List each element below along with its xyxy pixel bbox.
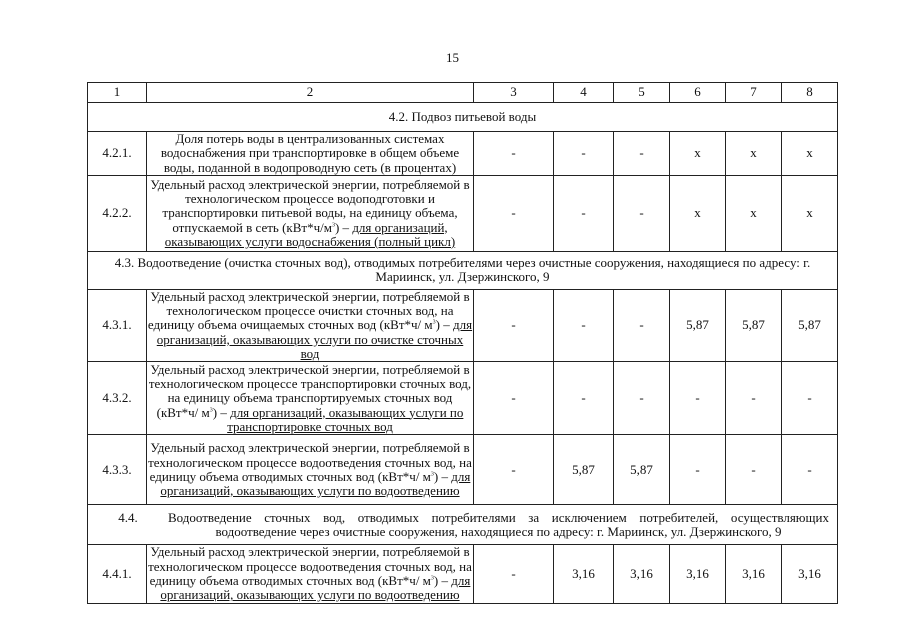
- header-cell: 5: [614, 83, 670, 103]
- value-cell: x: [726, 175, 782, 251]
- value-cell: 5,87: [670, 289, 726, 361]
- value-cell: -: [614, 362, 670, 435]
- row-number: 4.3.3.: [88, 435, 147, 505]
- row-number: 4.2.2.: [88, 175, 147, 251]
- value-cell: -: [670, 435, 726, 505]
- value-cell: -: [614, 132, 670, 176]
- indicators-table: [87, 82, 838, 604]
- row-description: Удельный расход электрической энергии, потребляемой в технологическом процессе водоподготовки и транспортировки питьевой воды, на единицу объема, отпускаемой в сеть $(кВт*ч/м^3)$ – для организаций, оказывающих услуги водоснабжения (полный цикл): [147, 175, 474, 251]
- row-number: 4.3.2.: [88, 362, 147, 435]
- value-cell: -: [726, 362, 782, 435]
- value-cell: -: [474, 175, 554, 251]
- section-heading-row: [88, 103, 838, 132]
- value-cell: 5,87: [554, 435, 614, 505]
- value-cell: x: [782, 175, 838, 251]
- header-cell: 2: [147, 83, 474, 103]
- header-cell: 1: [88, 83, 147, 103]
- table-row: [88, 362, 838, 435]
- value-cell: -: [614, 175, 670, 251]
- value-cell: x: [670, 175, 726, 251]
- section-heading-row: [88, 251, 838, 289]
- value-cell: -: [474, 289, 554, 361]
- section-4-4-title: [88, 505, 838, 545]
- page-number: 15: [446, 50, 459, 65]
- section-4-2-title: 4.2. Подвоз питьевой воды: [88, 103, 838, 132]
- table-row: [88, 435, 838, 505]
- value-cell: -: [670, 362, 726, 435]
- value-cell: -: [726, 435, 782, 505]
- header-row: [88, 83, 838, 103]
- row-description: Удельный расход электрической энергии, потребляемой в технологическом процессе очистки сточных вод, на единицу объема очищаемых сточных вод (кВт*ч/ $м^3$) – для организаций, оказывающих услуги по очистке сточных вод: [147, 288, 473, 362]
- header-cell: 7: [726, 83, 782, 103]
- value-cell: 5,87: [782, 289, 838, 361]
- value-cell: -: [474, 132, 554, 176]
- value-cell: -: [474, 435, 554, 505]
- row-description: Удельный расход электрической энергии, потребляемой в технологическом процессе водоотведения сточных вод, на единицу объема отводимых сточных вод (кВт*ч/ $м^3$) – для организаций, оказывающих услуги по водоотведению: [147, 435, 474, 505]
- table-row: [88, 545, 838, 603]
- header-cell: 3: [474, 83, 554, 103]
- value-cell: -: [554, 362, 614, 435]
- header-cell: 4: [554, 83, 614, 103]
- value-cell: 5,87: [726, 289, 782, 361]
- value-cell: -: [554, 132, 614, 176]
- value-cell: 3,16: [782, 545, 838, 603]
- value-cell: -: [554, 289, 614, 361]
- value-cell: -: [782, 435, 838, 505]
- value-cell: -: [782, 362, 838, 435]
- section-4-3-title: 4.3. Водоотведение (очистка сточных вод), отводимых потребителями через очистные сооружения, находящиеся по адресу: г. Мариинск, ул. Дзержинского, 9: [88, 251, 838, 289]
- value-cell: x: [782, 132, 838, 176]
- row-description: Удельный расход электрической энергии, потребляемой в технологическом процессе транспортировки сточных вод, на единицу объема транспортируемых сточных вод (кВт*ч/ $м^3$) – для организаций, оказывающих услуги по транспортировке сточных вод: [147, 362, 474, 435]
- value-cell: 3,16: [614, 545, 670, 603]
- value-cell: -: [554, 175, 614, 251]
- section-4-4-text: Водоотведение сточных вод, отводимых потребителями за исключением потребителей, осуществляющих водоотведение через очистные сооружения, находящиеся по адресу: г. Мариинск, ул. Дзержинского, 9: [168, 509, 829, 539]
- table-row: [88, 132, 838, 176]
- value-cell: 3,16: [670, 545, 726, 603]
- value-cell: x: [670, 132, 726, 176]
- row-description: Удельный расход электрической энергии, потребляемой в технологическом процессе водоотведения сточных вод, на единицу объема отводимых сточных вод (кВт*ч/ $м^3$) – для организаций, оказывающих услуги по водоотведению: [148, 544, 472, 603]
- row-number: 4.2.1.: [88, 132, 147, 176]
- section-4-4-number: 4.4.: [118, 509, 138, 525]
- value-cell: x: [726, 132, 782, 176]
- value-cell: 3,16: [554, 545, 614, 603]
- value-cell: 3,16: [726, 545, 782, 603]
- row-description: Доля потерь воды в централизованных системах водоснабжения при транспортировке в общем объеме воды, поданной в водопроводную сеть (в процентах): [147, 132, 474, 176]
- row-number: 4.4.1.: [88, 545, 147, 603]
- table-row: [88, 175, 838, 251]
- value-cell: -: [614, 289, 670, 361]
- header-cell: 6: [670, 83, 726, 103]
- header-cell: 8: [782, 83, 838, 103]
- row-number: 4.3.1.: [88, 289, 147, 361]
- value-cell: -: [474, 362, 554, 435]
- section-heading-row: [88, 505, 838, 545]
- value-cell: 5,87: [614, 435, 670, 505]
- value-cell: -: [474, 545, 554, 603]
- table-row: [88, 289, 838, 361]
